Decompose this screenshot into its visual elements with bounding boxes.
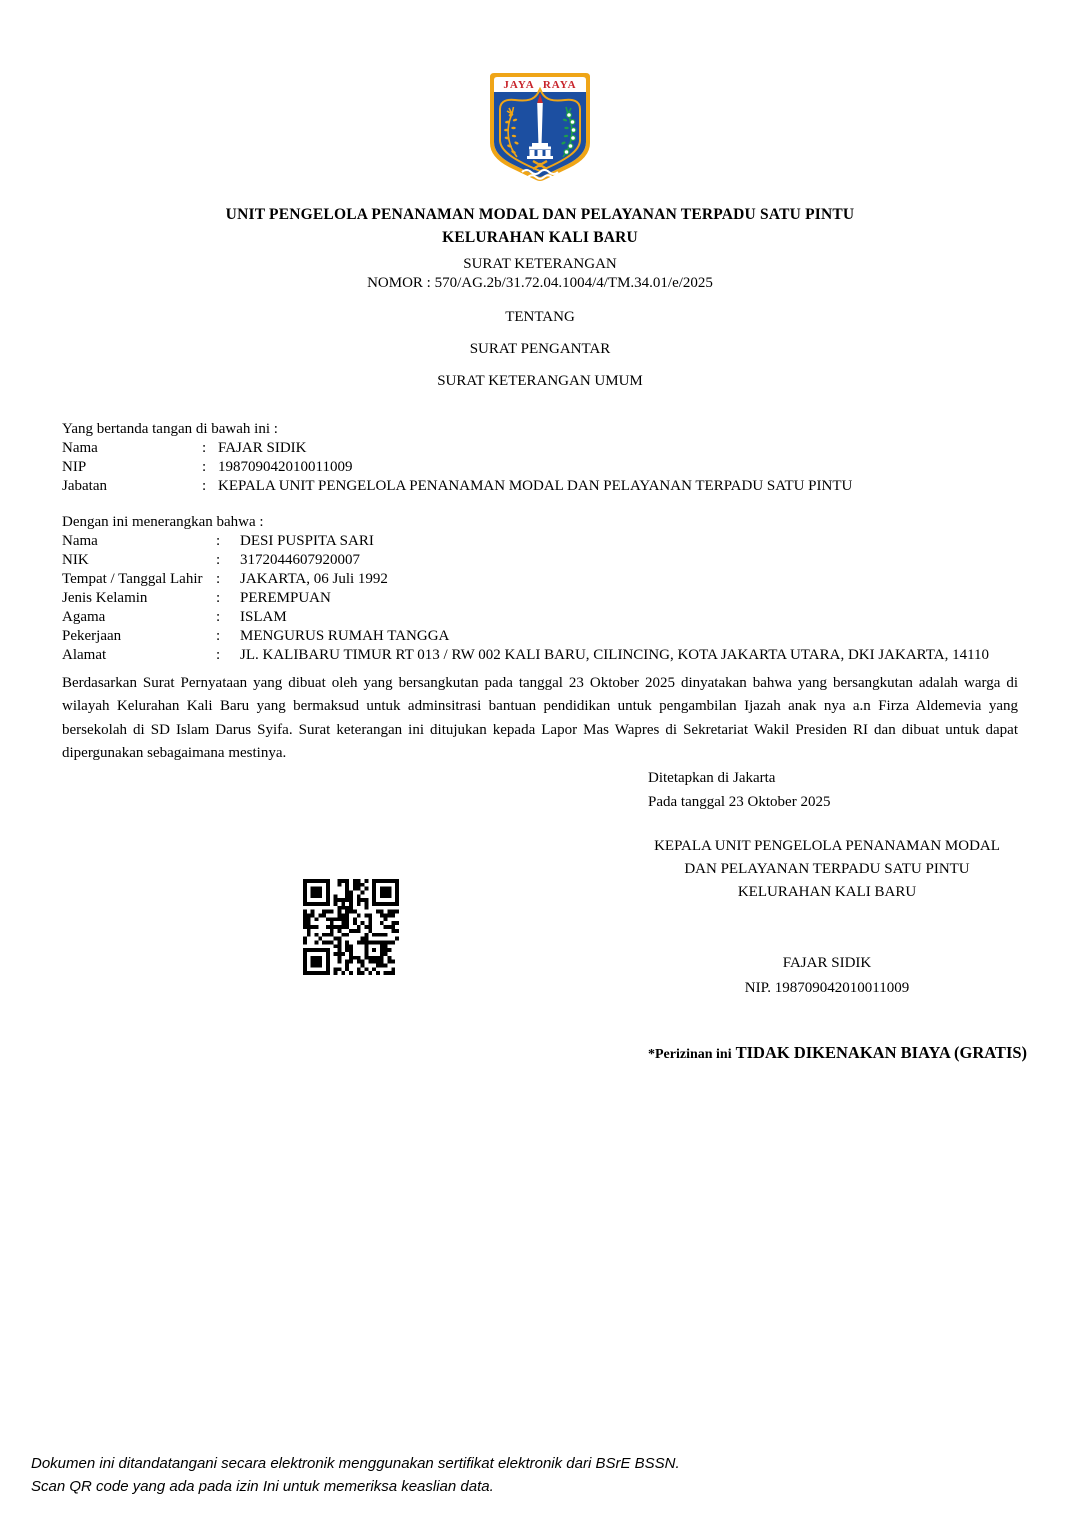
document-type: SURAT KETERANGAN: [463, 256, 617, 272]
field-colon: :: [202, 440, 207, 456]
field-label: Agama: [62, 609, 106, 625]
document-number: NOMOR : 570/AG.2b/31.72.04.1004/4/TM.34.01/e/2025: [367, 275, 713, 291]
field-value: KEPALA UNIT PENGELOLA PENANAMAN MODAL DAN PELAYANAN TERPADU SATU PINTU: [218, 478, 853, 494]
field-value: JAKARTA, 06 Juli 1992: [240, 571, 388, 587]
field-value: PEREMPUAN: [240, 590, 331, 606]
signer-nip: NIP. 198709042010011009: [744, 980, 910, 996]
signer-title: [648, 835, 1006, 904]
qr-code: [303, 879, 399, 975]
field-label: Nama: [62, 533, 98, 549]
field-colon: :: [216, 590, 221, 606]
field-row-alamat: [62, 646, 1018, 665]
issued-place: Ditetapkan di Jakarta: [648, 770, 776, 786]
signer-title-line1: KEPALA UNIT PENGELOLA PENANAMAN MODAL: [654, 838, 1000, 854]
field-label: Pekerjaan: [62, 628, 122, 644]
signer-title-line2: DAN PELAYANAN TERPADU SATU PINTU: [684, 861, 970, 877]
field-row-jenis-kelamin: [62, 589, 1018, 608]
field-label: Jenis Kelamin: [62, 590, 148, 606]
field-colon: :: [216, 552, 221, 568]
field-label: Tempat / Tanggal Lahir: [62, 571, 203, 587]
logo-motto: JAYA RAYA: [503, 79, 577, 91]
subject-section: [62, 513, 1018, 665]
field-row-nik: [62, 551, 1018, 570]
field-value: JL. KALIBARU TIMUR RT 013 / RW 002 KALI BARU, CILINCING, KOTA JAKARTA UTARA, DKI JAKARTA, 14110: [240, 647, 990, 663]
jakarta-emblem-logo: [484, 71, 596, 185]
signatory-section: [62, 420, 1018, 496]
field-colon: :: [216, 571, 221, 587]
field-colon: :: [216, 533, 221, 549]
field-row-jabatan: [62, 477, 1018, 496]
field-value: FAJAR SIDIK: [218, 440, 307, 456]
footer-line2: Scan QR code yang ada pada izin Ini untuk memeriksa keaslian data.: [31, 1478, 494, 1495]
subject-line2: SURAT KETERANGAN UMUM: [437, 373, 643, 389]
field-label: Jabatan: [62, 478, 107, 494]
signatory-intro: Yang bertanda tangan di bawah ini :: [62, 421, 278, 437]
org-name-line1: UNIT PENGELOLA PENANAMAN MODAL DAN PELAYANAN TERPADU SATU PINTU: [225, 206, 855, 223]
field-colon: :: [216, 609, 221, 625]
field-value: DESI PUSPITA SARI: [240, 533, 374, 549]
field-value: 198709042010011009: [218, 459, 353, 475]
footer-line1: Dokumen ini ditandatangani secara elektronik menggunakan sertifikat elektronik dari BSrE BSSN.: [31, 1455, 680, 1472]
field-row-nip-pejabat: [62, 458, 1018, 477]
field-row-nama-pejabat: [62, 439, 1018, 458]
fee-note: [648, 1043, 1048, 1063]
field-value: MENGURUS RUMAH TANGGA: [240, 628, 450, 644]
field-label: NIP: [62, 459, 87, 475]
field-colon: :: [202, 459, 207, 475]
statement-paragraph: Berdasarkan Surat Pernyataan yang dibuat oleh yang bersangkutan pada tanggal 23 Oktober 2025 dinyatakan bahwa yang bersangkutan adalah warga di wilayah Kelurahan Kali Baru yang bermaksud untuk adminsitrasi bantuan pendidikan untuk pengambilan Ijazah anak nya a.n Firza Aldemevia yang bersekolah di SD Islam Darus Syifa. Surat keterangan ini ditujukan kepada Lapor Mas Wapres di Sekretariat Wakil Presiden RI dan dibuat untuk dapat dipergunakan sebagaimana mestinya.: [62, 675, 1018, 762]
field-colon: :: [216, 647, 221, 663]
field-label: Nama: [62, 440, 98, 456]
field-row-nama: [62, 532, 1018, 551]
subject-intro: Dengan ini menerangkan bahwa :: [62, 514, 264, 530]
field-value: ISLAM: [240, 609, 287, 625]
letter-body: [62, 420, 1018, 766]
about-label: TENTANG: [505, 309, 575, 325]
subject-line1: SURAT PENGANTAR: [469, 341, 611, 357]
jaya-raya-shield-icon: [484, 71, 596, 185]
issued-date: Pada tanggal 23 Oktober 2025: [648, 794, 831, 810]
closing-section: [648, 766, 1006, 1001]
field-colon: :: [216, 628, 221, 644]
fee-note-main: TIDAK DIKENAKAN BIAYA (GRATIS): [735, 1043, 1028, 1062]
field-label: Alamat: [62, 647, 107, 663]
field-row-ttl: [62, 570, 1018, 589]
field-colon: :: [202, 478, 207, 494]
field-label: NIK: [62, 552, 89, 568]
org-name-line2: KELURAHAN KALI BARU: [442, 229, 638, 246]
electronic-signature-footer: [31, 1452, 931, 1498]
fee-note-prefix: *Perizinan ini: [648, 1047, 732, 1062]
signer-title-line3: KELURAHAN KALI BARU: [737, 884, 917, 900]
field-row-agama: [62, 608, 1018, 627]
signer-name: FAJAR SIDIK: [782, 955, 872, 971]
field-value: 3172044607920007: [240, 552, 360, 568]
field-row-pekerjaan: [62, 627, 1018, 646]
letterhead: [0, 203, 1080, 391]
